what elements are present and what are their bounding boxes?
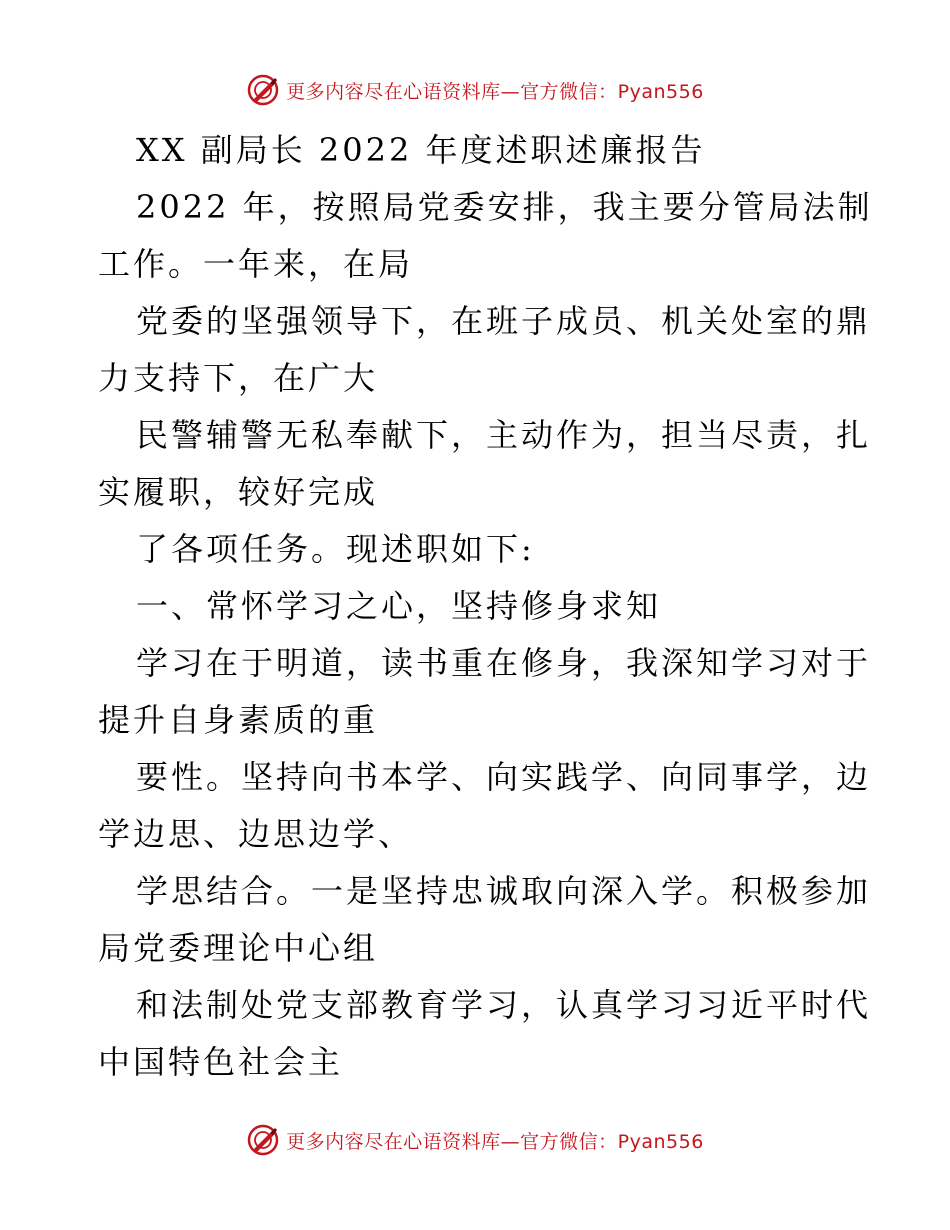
paragraph-line: 2022 年，按照局党委安排，我主要分管局法制 <box>136 188 873 226</box>
paragraph-line: 局党委理论中心组 <box>98 929 379 967</box>
logo-icon <box>246 1123 280 1157</box>
paragraph-line: 实履职，较好完成 <box>98 473 379 511</box>
paragraph-line: 学思结合。一是坚持忠诚取向深入学。积极参加 <box>136 872 872 910</box>
paragraph-line: 学习在于明道，读书重在修身，我深知学习对于 <box>136 644 872 682</box>
paragraph-line: 学边思、边思边学、 <box>98 815 414 853</box>
section-heading: 一、常怀学习之心，坚持修身求知 <box>136 587 662 625</box>
paragraph-line: 和法制处党支部教育学习，认真学习习近平时代 <box>136 986 872 1024</box>
logo-icon <box>246 73 280 107</box>
paragraph-line: 力支持下，在广大 <box>98 359 379 397</box>
paragraph-line: 了各项任务。现述职如下: <box>136 530 535 568</box>
paragraph-line: 提升自身素质的重 <box>98 701 379 739</box>
header-banner-text: 更多内容尽在心语资料库—官方微信：Pyan556 <box>286 80 704 103</box>
footer-banner-text: 更多内容尽在心语资料库—官方微信：Pyan556 <box>286 1130 704 1153</box>
paragraph-line: 民警辅警无私奉献下，主动作为，担当尽责，扎 <box>136 416 872 454</box>
document-title: XX 副局长 2022 年度述职述廉报告 <box>136 131 706 169</box>
paragraph-line: 中国特色社会主 <box>98 1043 344 1081</box>
paragraph-line: 党委的坚强领导下，在班子成员、机关处室的鼎 <box>136 302 872 340</box>
paragraph-line: 要性。坚持向书本学、向实践学、向同事学，边 <box>136 758 872 796</box>
paragraph-line: 工作。一年来，在局 <box>98 245 414 283</box>
header-banner <box>0 70 950 110</box>
footer-banner <box>0 1120 950 1160</box>
document-body <box>98 122 873 1091</box>
